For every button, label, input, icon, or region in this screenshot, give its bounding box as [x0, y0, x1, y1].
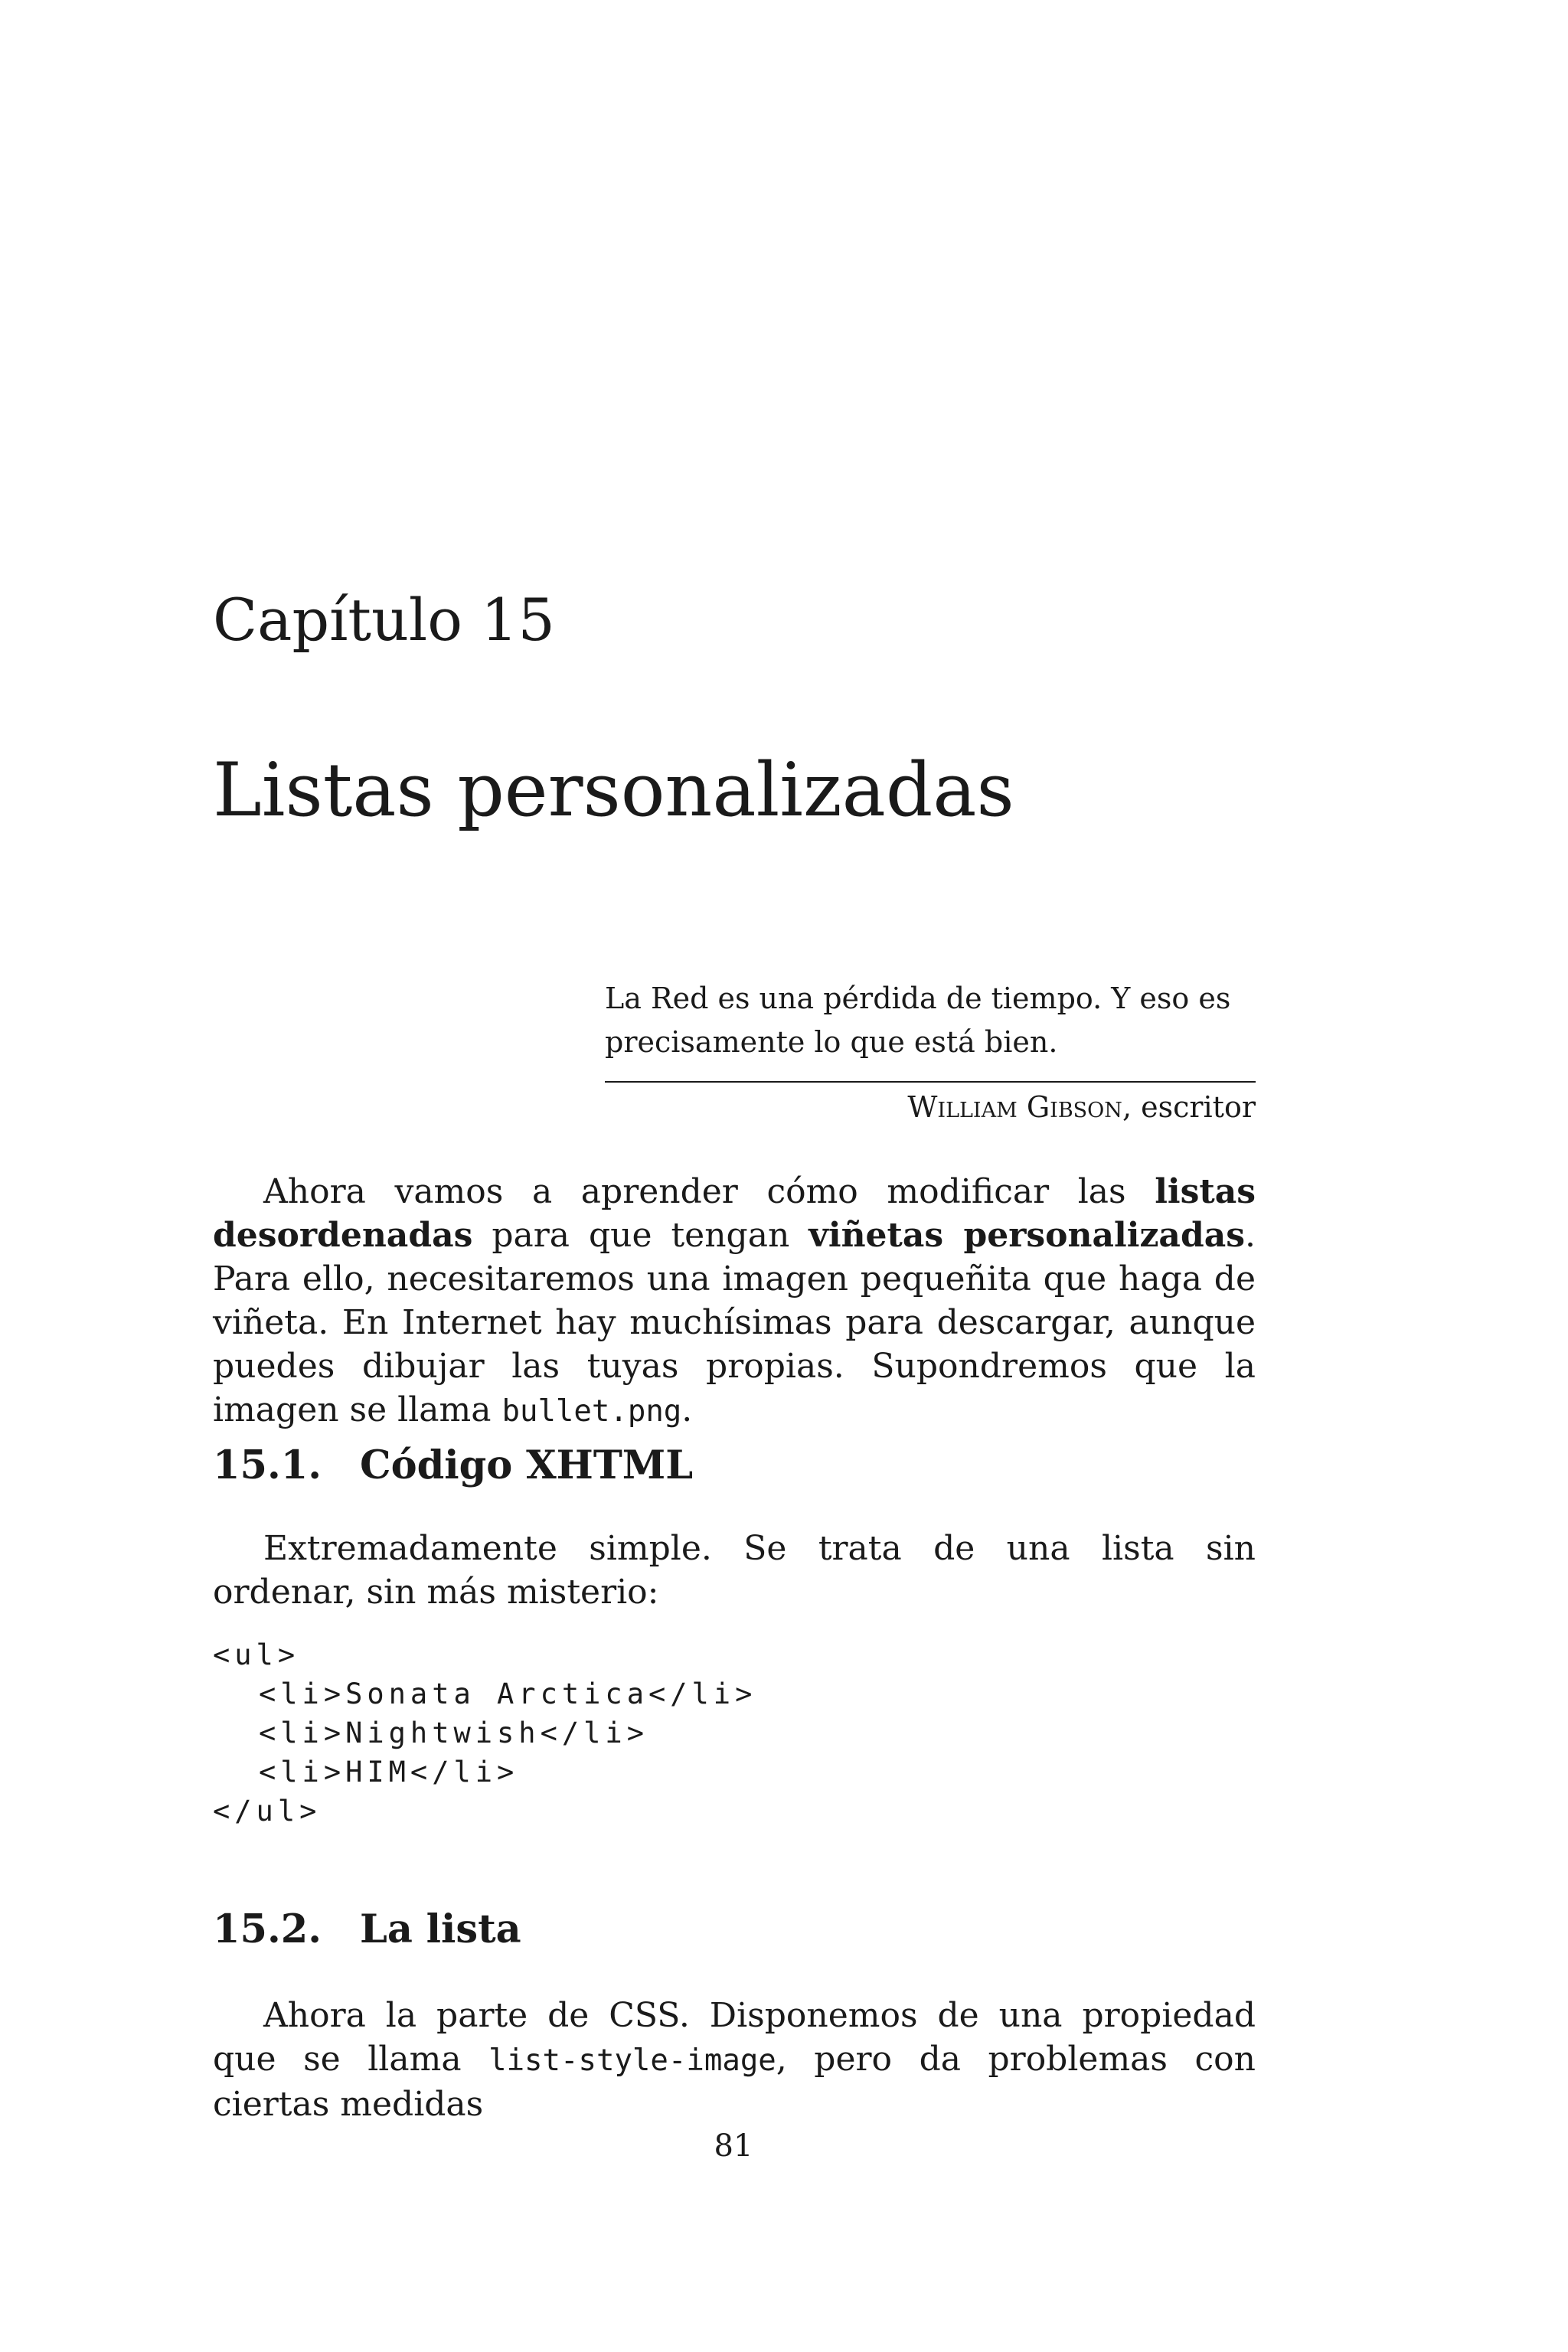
- section2-paragraph: [213, 1994, 1256, 2126]
- section2-text-2: , pero da problemas con ciertas medidas: [213, 2040, 1256, 2124]
- section-title-1: Código XHTML: [360, 1442, 694, 1488]
- section2-text-1: Ahora la parte de CSS. Disponemos de una propiedad que se llama: [213, 1996, 1256, 2079]
- code-line: <li>Sonata Arctica</li>: [259, 1677, 757, 1710]
- section2-code: list-style-image: [488, 2043, 776, 2078]
- epigraph-author-role: , escritor: [1122, 1090, 1256, 1124]
- intro-bold-2: viñetas personalizadas: [808, 1216, 1245, 1255]
- epigraph-rule: [605, 1081, 1256, 1083]
- section-heading-2: [213, 1905, 521, 1954]
- page-number: 81: [714, 2128, 753, 2164]
- code-line: <li>HIM</li>: [259, 1756, 519, 1788]
- epigraph: [605, 977, 1256, 1125]
- code-listing: [213, 1635, 756, 1831]
- intro-text-4: .: [681, 1390, 693, 1429]
- epigraph-attribution: [605, 1089, 1256, 1125]
- section-title-2: La lista: [360, 1906, 521, 1952]
- section-heading-1: [213, 1441, 693, 1490]
- intro-code: bullet.png: [501, 1394, 682, 1429]
- code-line: </ul>: [213, 1795, 322, 1828]
- code-line: <li>Nightwish</li>: [259, 1717, 648, 1749]
- intro-text-3: . Para ello, necesitaremos una imagen pequeñita que haga de viñeta. En Internet hay muchísimas para descargar, aunque puedes dibujar las tuyas propias. Supondremos que la imagen se llama: [213, 1216, 1256, 1429]
- section-number-2: 15.2.: [213, 1906, 322, 1952]
- intro-paragraph-block: [213, 1170, 1256, 1433]
- intro-text-1: Ahora vamos a aprender cómo modificar las: [263, 1172, 1155, 1211]
- chapter-label: Capítulo 15: [213, 586, 555, 654]
- code-line: <ul>: [213, 1638, 300, 1671]
- chapter-title: Listas personalizadas: [213, 747, 1014, 833]
- section-number-1: 15.1.: [213, 1442, 322, 1488]
- intro-text-2: para que tengan: [472, 1216, 809, 1255]
- section1-paragraph-block: [213, 1527, 1256, 1614]
- epigraph-author: William Gibson: [907, 1090, 1122, 1124]
- section2-paragraph-block: [213, 1994, 1256, 2126]
- intro-paragraph: [213, 1170, 1256, 1433]
- intro-bold-1: listas desordenadas: [213, 1172, 1256, 1255]
- section1-paragraph: Extremadamente simple. Se trata de una lista sin ordenar, sin más misterio:: [213, 1529, 1256, 1612]
- epigraph-quote: La Red es una pérdida de tiempo. Y eso es precisamente lo que está bien.: [605, 982, 1231, 1059]
